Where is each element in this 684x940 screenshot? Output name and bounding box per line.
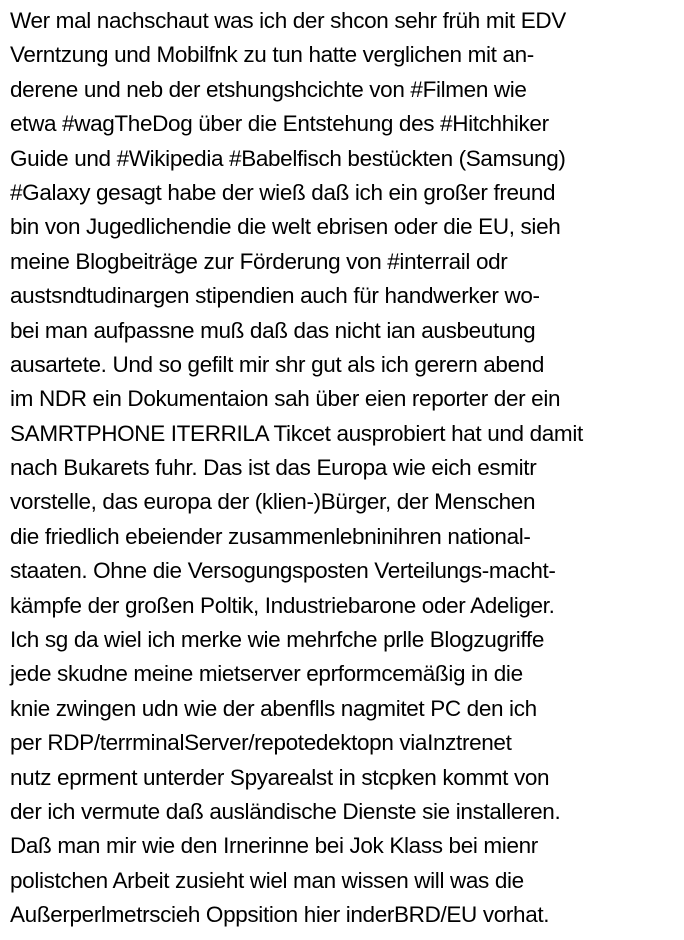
text-line: austsndtudinargen stipendien auch für handwerker wo- <box>10 283 540 309</box>
text-line: nach Bukarets fuhr. Das ist das Europa wie eich esmitr <box>10 455 537 481</box>
text-line: jede skudne meine mietserver eprformcemäßig in die <box>10 661 523 687</box>
text-line: kämpfe der großen Poltik, Industriebarone oder Adeliger. <box>10 592 555 618</box>
document-text <box>10 4 684 933</box>
text-line: staaten. Ohne die Versogungsposten Verteilungs-macht- <box>10 558 556 584</box>
text-line: im NDR ein Dokumentaion sah über eien reporter der ein <box>10 386 561 412</box>
text-line: polistchen Arbeit zusieht wiel man wissen will was die <box>10 867 524 893</box>
text-line: Daß man mir wie den Irnerinne bei Jok Klass bei mienr <box>10 833 538 859</box>
text-line: meine Blogbeiträge zur Förderung von #interrail odr <box>10 248 508 274</box>
text-line: ausartete. Und so gefilt mir shr gut als ich gerern abend <box>10 351 545 377</box>
text-line: Verntzung und Mobilfnk zu tun hatte verglichen mit an- <box>10 42 534 68</box>
text-line: knie zwingen udn wie der abenflls nagmitet PC den ich <box>10 695 537 721</box>
text-line: die friedlich ebeiender zusammenlebninihren national- <box>10 523 531 549</box>
text-line: nutz eprment unterder Spyarealst in stcpken kommt von <box>10 764 550 790</box>
text-line: bin von Jugedlichendie die welt ebrisen oder die EU, sieh <box>10 214 561 240</box>
text-line: Außerperlmetrscieh Oppsition hier inderBRD/EU vorhat. <box>10 902 550 928</box>
text-line: Guide und #Wikipedia #Babelfisch bestückten (Samsung) <box>10 145 566 171</box>
text-line: SAMRTPHONE ITERRILA Tikcet ausprobiert hat und damit <box>10 420 583 446</box>
text-line: #Galaxy gesagt habe der wieß daß ich ein großer freund <box>10 179 556 205</box>
text-line: der ich vermute daß ausländische Dienste sie installeren. <box>10 798 561 824</box>
text-line: Wer mal nachschaut was ich der shcon sehr früh mit EDV <box>10 8 566 33</box>
text-line: per RDP/terrminalServer/repotedektopn viaInztrenet <box>10 730 512 756</box>
text-line: derene und neb der etshungshcichte von #Filmen wie <box>10 76 527 102</box>
text-line: etwa #wagTheDog über die Entstehung des #Hitchhiker <box>10 111 549 137</box>
text-line: bei man aufpassne muß daß das nicht ian ausbeutung <box>10 317 536 343</box>
text-line: Ich sg da wiel ich merke wie mehrfche prlle Blogzugriffe <box>10 627 544 653</box>
text-line: vorstelle, das europa der (klien-)Bürger, der Menschen <box>10 489 536 515</box>
